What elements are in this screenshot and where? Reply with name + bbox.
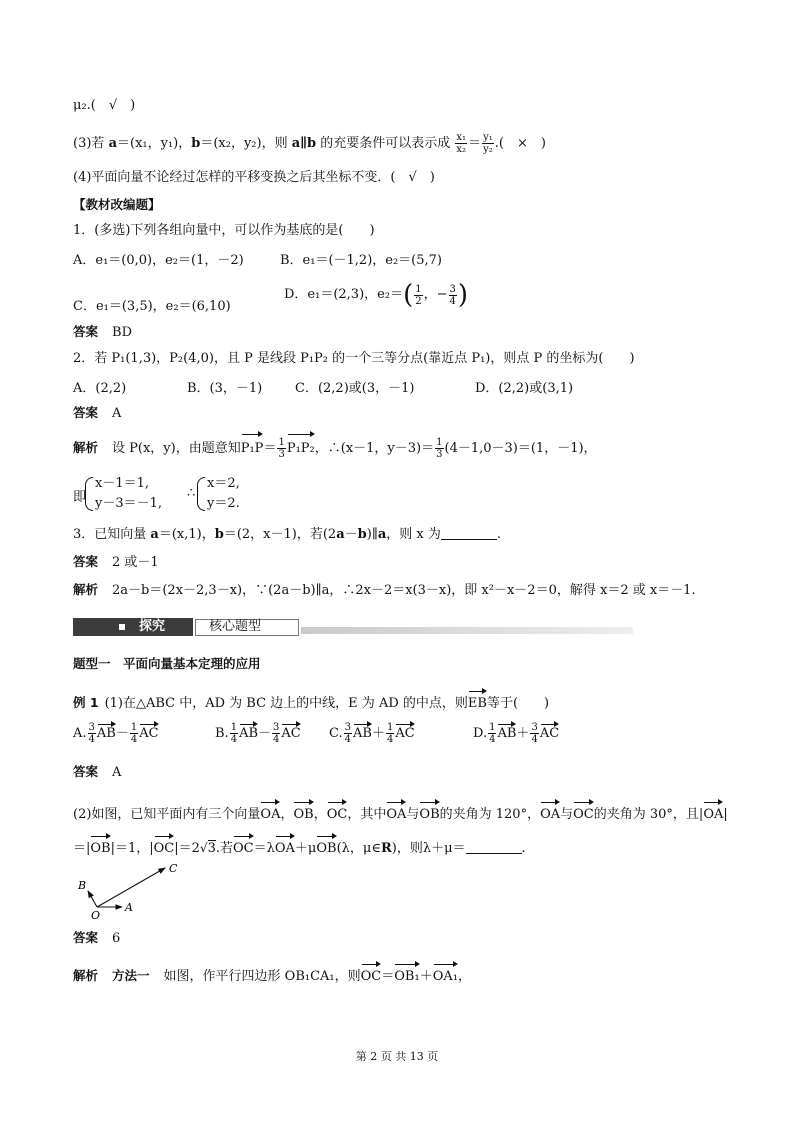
q1-option-c: C．e₁＝(3,5)，e₂＝(6,10) [73, 299, 231, 314]
therefore-symbol: ∴ [187, 486, 196, 501]
vector: OC [573, 800, 594, 826]
ex1-answer-1: 答案 A [73, 764, 122, 780]
vector: AB [239, 722, 258, 741]
type1-title: 题型一 平面向量基本定理的应用 [73, 656, 261, 671]
answer-blank [441, 539, 497, 540]
ex1-explanation: 解析 方法一 如图，作平行四边形 OB₁CA₁，则OC＝OB₁＋OA₁， [73, 962, 471, 988]
item4: (4)平面向量不论经过怎样的平移变换之后其坐标不变．( √ ) [73, 170, 435, 185]
q2-answer: 答案 A [73, 405, 122, 421]
q2-option-d: D．(2,2)或(3,1) [475, 381, 574, 396]
vector: OC [233, 834, 254, 860]
vector: OC [154, 834, 175, 860]
ex1-part1-stem: 例 1 (1)在△ABC 中，AD 为 BC 边上的中线，E 为 AD 的中点，则EB等于( ) [73, 689, 549, 715]
vector: OA [540, 800, 560, 826]
vector: OA [275, 834, 295, 860]
fraction: $\frac{1}{2}$ [415, 283, 422, 307]
paren-right: ) [457, 280, 469, 310]
vector: AC [281, 722, 300, 741]
q1-answer: 答案 BD [73, 324, 132, 340]
fraction: $\frac{1}{4}$ [386, 722, 394, 745]
vector: OB [419, 800, 439, 826]
fraction: $\frac{1}{4}$ [489, 722, 496, 745]
vector: OA [703, 800, 723, 826]
sqrt: √3 [199, 841, 216, 856]
fraction: $\frac{3}{4}$ [531, 722, 538, 745]
equation-system-2: x＝2, y＝2. [197, 474, 240, 514]
ex1-option-a: A. $\frac{3}{4}$ AB－ $\frac{1}{4}$ AC [73, 722, 159, 745]
q1-option-d: D．e₁＝(2,3)，e₂＝( $\frac{1}{2}$ ，− $\frac{3}{4}$ ) [284, 280, 469, 310]
vector-figure [70, 858, 190, 920]
fraction: $\frac{3}{4}$ [449, 283, 456, 307]
item3: (3)若 a＝(x₁，y₁)，b＝(x₂，y₂)，则 a∥b 的充要条件可以表示成 $\frac{\text{x₁}}{\text{x₂}}$ ＝ $\frac{\text{y₁}}{\text{y₂}}$ .( × ) [73, 132, 546, 155]
vector: OC [361, 962, 382, 988]
item2-tail: μ₂.( √ ) [73, 98, 136, 113]
fraction: $\frac{1}{3}$ [436, 437, 443, 460]
ex1-part2-line1: (2)如图，已知平面内有三个向量OA，OB，OC，其中OA与OB的夹角为 120°，OA与OC的夹角为 30°，且|OA| [73, 800, 728, 826]
q1-option-b: B．e₁＝(－1,2)，e₂＝(5,7) [280, 253, 442, 268]
brace [197, 477, 205, 511]
fraction: $\frac{3}{4}$ [273, 722, 280, 745]
label-b: B [78, 879, 87, 892]
vector: OB₁ [394, 962, 419, 988]
fraction: $\frac{3}{4}$ [344, 722, 351, 745]
ex1-option-c: C. $\frac{3}{4}$ AB＋ $\frac{1}{4}$ AC [329, 722, 415, 745]
fraction: $\frac{1}{4}$ [130, 722, 138, 745]
fraction: $\frac{1}{4}$ [230, 722, 238, 745]
label-c: C [169, 862, 178, 875]
section-banner: 探究 核心题型 [73, 618, 633, 636]
ex1-option-b: B. $\frac{1}{4}$ AB－ $\frac{3}{4}$ AC [215, 722, 301, 745]
ex1-answer-2: 答案 6 [73, 930, 121, 946]
equation-system-1: x－1＝1, y－3＝－1, [85, 474, 162, 514]
vector: P₁P [241, 432, 264, 462]
q2-stem: 2．若 P₁(1,3)，P₂(4,0)，且 P 是线段 P₁P₂ 的一个三等分点(靠近点 P₁)，则点 P 的坐标为( ) [73, 351, 635, 366]
vector: AC [540, 722, 559, 741]
paren-left: ( [403, 280, 414, 310]
vector: OB [293, 800, 313, 826]
vector: AB [353, 722, 372, 741]
q2-option-a: A．(2,2) [73, 381, 127, 396]
vector: OB [90, 834, 110, 860]
section-heading-textbook: 【教材改编题】 [73, 197, 161, 212]
answer-blank [466, 853, 522, 854]
ex1-option-d: D. $\frac{1}{4}$ AB＋ $\frac{3}{4}$ AC [473, 722, 560, 745]
ex1-part2-line2: ＝|OB|＝1，|OC|＝2√3.若OC＝λOA＋μOB(λ，μ∈R)，则λ＋μ＝ . [73, 834, 526, 860]
vector: AC [139, 722, 158, 741]
page-footer: 第 2 页 共 13 页 [355, 1050, 439, 1063]
q3-stem: 3．已知向量 a＝(x,1)，b＝(2，x－1)，若(2a－b)∥a，则 x 为 . [73, 527, 502, 542]
vector: AB [97, 722, 116, 741]
vector: OC [327, 800, 348, 826]
vector: AB [497, 722, 516, 741]
vector: P₁P₂ [287, 432, 315, 462]
vector-ob [88, 891, 97, 907]
q2-option-b: B．(3，－1) [187, 381, 263, 396]
q3-explanation: 解析 2a－b＝(2x－2,3－x)，∵(2a－b)∥a，∴2x－2＝x(3－x)，即 x²－x－2＝0，解得 x＝2 或 x＝－1. [73, 582, 696, 598]
vector: OB [316, 834, 336, 860]
vector: OA₁ [433, 962, 458, 988]
q2-ji: 即 [73, 490, 87, 505]
vector: OA [386, 800, 406, 826]
fraction: $\frac{\text{y₁}}{\text{y₂}}$ [483, 132, 493, 155]
vector: EB [468, 689, 487, 715]
label-o: O [91, 909, 101, 920]
fraction: $\frac{\text{x₁}}{\text{x₂}}$ [456, 132, 467, 155]
label-a: A [125, 901, 133, 914]
q2-option-c: C．(2,2)或(3，－1) [295, 381, 415, 396]
vector: OA [260, 800, 280, 826]
vector: AC [395, 722, 414, 741]
fraction: $\frac{3}{4}$ [88, 722, 95, 745]
brace [85, 477, 93, 511]
q1-stem: 1．(多选)下列各组向量中，可以作为基底的是( ) [73, 223, 375, 238]
q3-answer: 答案 2 或－1 [73, 554, 159, 570]
fraction: $\frac{1}{3}$ [278, 437, 285, 460]
q1-option-a: A．e₁＝(0,0)，e₂＝(1，－2) [73, 253, 244, 268]
q2-explanation: 解析 设 P(x，y)，由题意知P₁P＝ $\frac{1}{3}$ P₁P₂，∴(x－1，y－3)＝ $\frac{1}{3}$ (4－1,0－3)＝(1，－1)， [73, 432, 597, 462]
